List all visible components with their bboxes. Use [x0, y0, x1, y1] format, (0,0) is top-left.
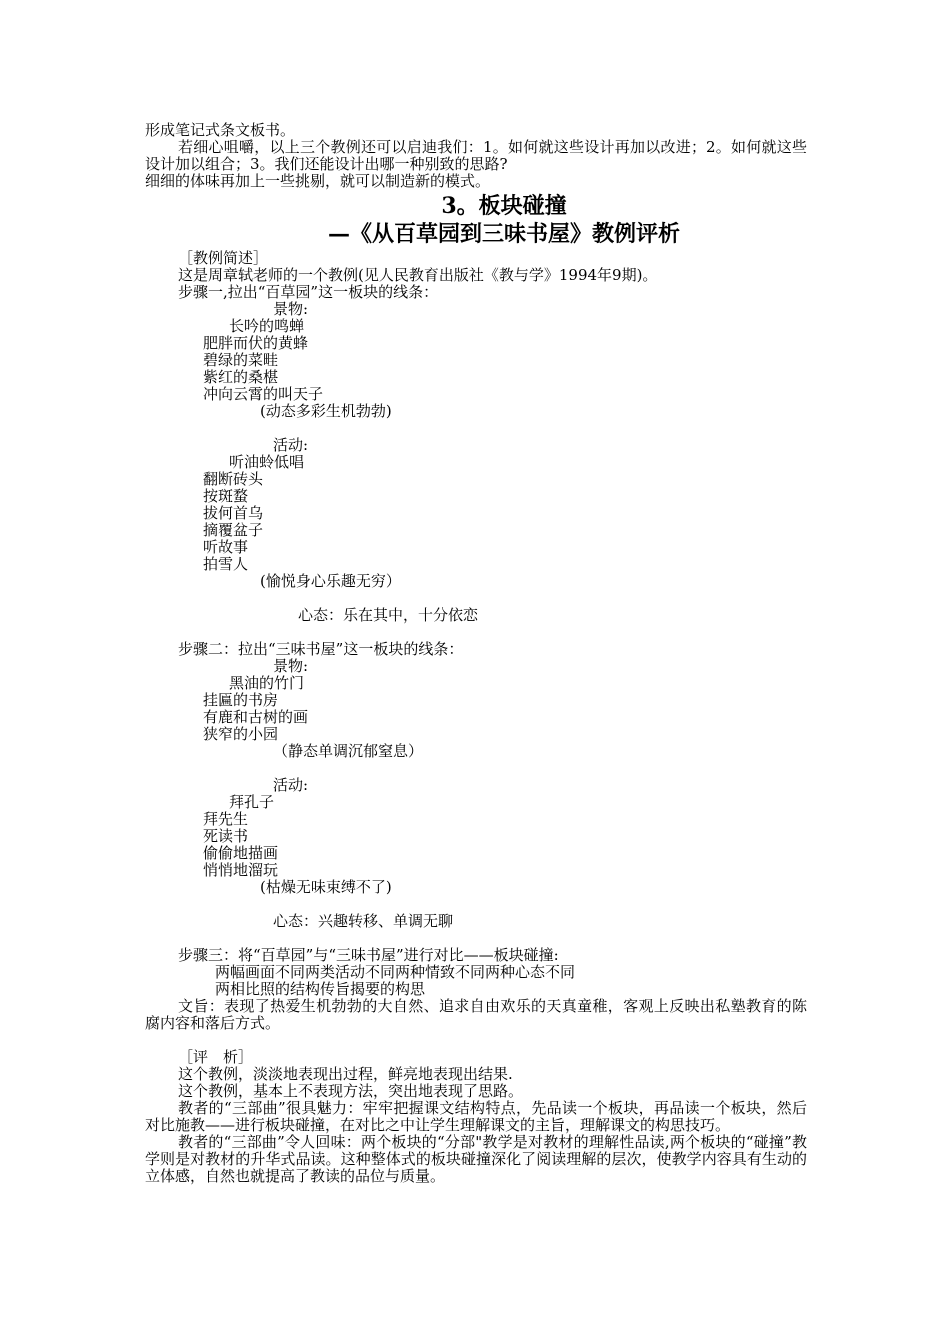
step2-activity-item: 死读书	[203, 827, 249, 845]
step2-activity-note: (枯燥无味束缚不了)	[260, 878, 392, 896]
summary-intro: 这是周章轼老师的一个教例(见人民教育出版社《教与学》1994年9期)。	[178, 266, 658, 284]
step1-activity-item: 拍雪人	[203, 555, 249, 573]
intro-line-2: 细细的体味再加上一些挑剔，就可以制造新的模式。	[145, 172, 491, 190]
step1-scene-item: 肥胖而伏的黄蜂	[203, 334, 309, 352]
step2-activity-item: 偷偷地描画	[203, 844, 279, 862]
step1-scene-item: 冲向云霄的叫天子	[203, 385, 324, 403]
step1-scene-note: (动态多彩生机勃勃)	[260, 402, 392, 420]
step2-mood: 心态：兴趣转移、单调无聊	[273, 912, 454, 930]
step1-scene-label: 景物:	[273, 300, 309, 318]
intro-paragraph: 若细心咀嚼，以上三个教例还可以启迪我们：1。如何就这些设计再加以改进；2。如何就这些设计加以组合；3。我们还能设计出哪一种别致的思路?	[145, 138, 807, 173]
step1-activity-item: 摘覆盆子	[203, 521, 264, 539]
step1-activity-item: 按斑蝥	[203, 487, 249, 505]
step2-title: 步骤二：拉出“三味书屋”这一板块的线条：	[178, 640, 464, 658]
step2-scene-item: 黑油的竹门	[229, 674, 305, 692]
step2-activity-label: 活动:	[273, 776, 309, 794]
step2-scene-label: 景物:	[273, 657, 309, 675]
step3-line: 两相比照的结构传旨揭要的构思	[215, 980, 426, 998]
step2-scene-item: 挂匾的书房	[203, 691, 279, 709]
step1-scene-item: 长吟的鸣蝉	[229, 317, 305, 335]
step3-line: 两幅画面不同两类活动不同两种情致不同两种心态不同	[215, 963, 576, 981]
analysis-label: ［评 析］	[178, 1048, 254, 1066]
step1-activity-label: 活动:	[273, 436, 309, 454]
step1-title: 步骤一,拉出“百草园”这一板块的线条：	[178, 283, 439, 301]
section-title: 3。板块碰撞	[441, 193, 567, 219]
document-page	[145, 122, 807, 1185]
step2-activity-item: 悄悄地溜玩	[203, 861, 279, 879]
analysis-paragraph: 这个教例，基本上不表现方法，突出地表现了思路。	[178, 1082, 524, 1100]
step1-scene-item: 碧绿的菜畦	[203, 351, 279, 369]
step3-theme: 文旨：表现了热爱生机勃勃的大自然、追求自由欢乐的天真童稚，客观上反映出私塾教育的陈腐内容和落后方式。	[145, 997, 807, 1032]
step2-scene-note: （静态单调沉郁窒息）	[273, 742, 424, 760]
step2-scene-item: 有鹿和古树的画	[203, 708, 309, 726]
summary-label: ［教例简述］	[178, 249, 269, 267]
analysis-paragraph: 教者的“三部曲”令人回味：两个板块的“分部"教学是对教材的理解性品读,两个板块的“碰撞”教学则是对教材的升华式品读。这种整体式的板块碰撞深化了阅读理解的层次，使教学内容具有生动的立体感，自然也就提高了教读的品位与质量。	[145, 1133, 807, 1185]
intro-line-1: 形成笔记式条文板书。	[145, 121, 296, 139]
analysis-paragraph: 教者的“三部曲”很具魅力：牢牢把握课文结构特点，先品读一个板块，再品读一个板块，然后对比施教——进行板块碰撞，在对比之中让学生理解课文的主旨，理解课文的构思技巧。	[145, 1099, 807, 1134]
analysis-paragraph: 这个教例，淡淡地表现出过程，鲜亮地表现出结果.	[178, 1065, 513, 1083]
step1-activity-item: 听故事	[203, 538, 249, 556]
step1-activity-item: 听油蛉低唱	[229, 453, 305, 471]
step1-scene-item: 紫红的桑椹	[203, 368, 279, 386]
step1-activity-note: (愉悦身心乐趣无穷）	[260, 572, 401, 590]
step3-title: 步骤三：将“百草园”与“三味书屋”进行对比——板块碰撞:	[178, 946, 559, 964]
step2-activity-item: 拜孔子	[229, 793, 275, 811]
section-subtitle: —《从百草园到三味书屋》教例评析	[327, 221, 680, 247]
step1-activity-item: 翻断砖头	[203, 470, 264, 488]
step2-activity-item: 拜先生	[203, 810, 249, 828]
step2-scene-item: 狭窄的小园	[203, 725, 279, 743]
step1-mood: 心态：乐在其中，十分依恋	[298, 606, 479, 624]
step1-activity-item: 拔何首乌	[203, 504, 264, 522]
